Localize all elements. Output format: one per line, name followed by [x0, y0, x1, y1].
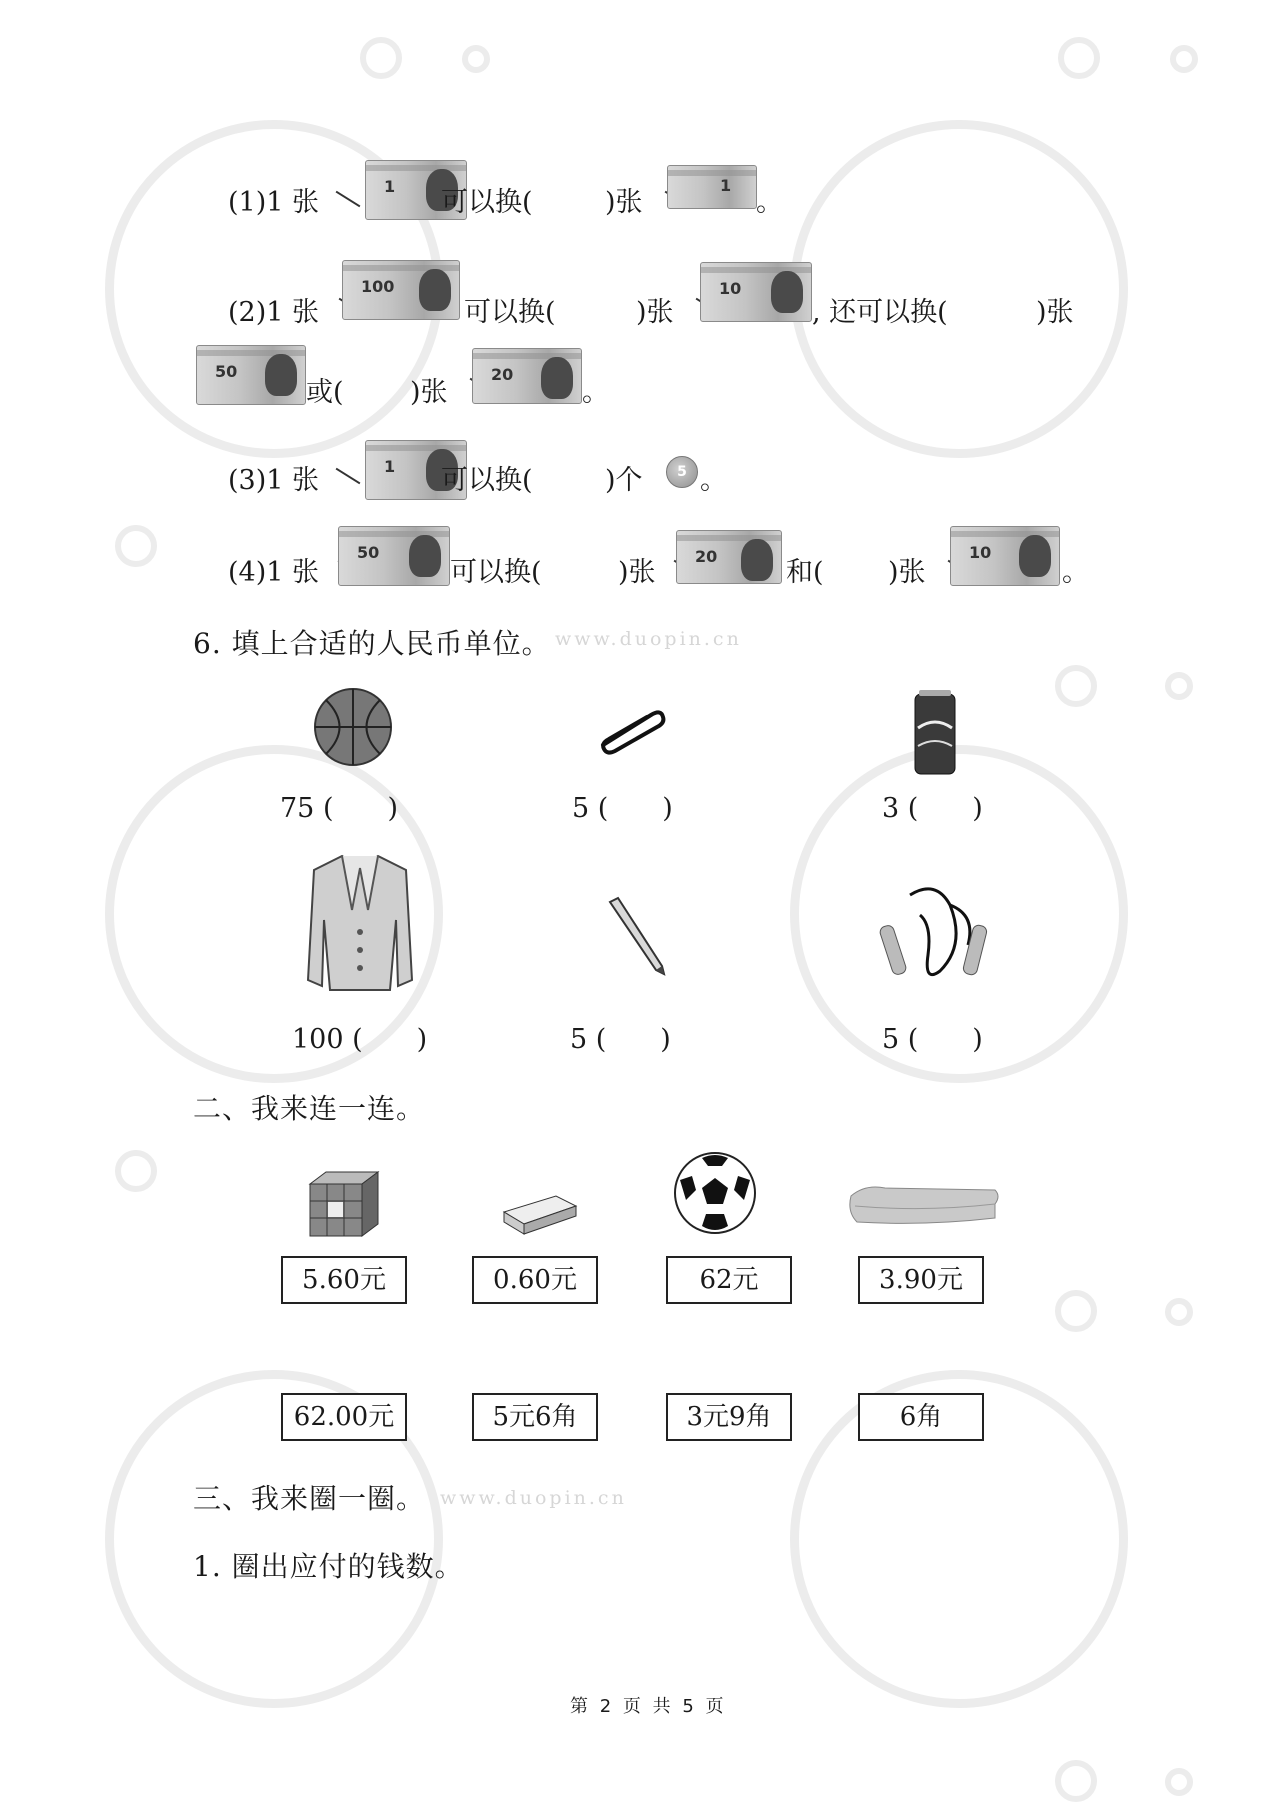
- watermark-dot: [360, 37, 402, 79]
- portrait-icon: [1019, 535, 1051, 577]
- banknote-10-yuan: [700, 262, 812, 322]
- coin-5-jiao-icon: 5: [666, 456, 698, 488]
- q4-after2-text: )张: [888, 557, 926, 588]
- q3-end-text: 。: [700, 465, 727, 496]
- q3-after: [605, 458, 643, 497]
- portrait-icon: [741, 539, 773, 581]
- question-2: [228, 290, 319, 329]
- pencil-icon: [604, 896, 668, 976]
- portrait-icon: [409, 535, 441, 577]
- portrait-icon: [771, 271, 803, 313]
- q1-end-text: 。: [756, 187, 783, 218]
- towel-icon: [845, 1182, 1003, 1228]
- price-box-top[interactable]: 5.60元: [281, 1256, 407, 1304]
- watermark-site: www.duopin.cn: [555, 628, 742, 650]
- price-box-top[interactable]: 62元: [666, 1256, 792, 1304]
- q3-end: [700, 458, 727, 497]
- price-box-bottom[interactable]: 5元6角: [472, 1393, 598, 1441]
- q4-and: [786, 550, 824, 589]
- q2-prefix: (2)1 张: [228, 297, 320, 328]
- q4-after-text: )张: [618, 557, 656, 588]
- banknote-20-yuan: [472, 348, 582, 404]
- slash-mark: [336, 191, 361, 208]
- question-1: [228, 180, 319, 219]
- basketball-icon: [312, 686, 394, 768]
- q2-after-text: )张: [636, 297, 674, 328]
- note-value: 10: [719, 279, 742, 298]
- watermark-dot: [1055, 1760, 1097, 1802]
- q1-after: [605, 180, 643, 219]
- q2-end: [582, 370, 609, 409]
- eraser-icon: [500, 1188, 580, 1238]
- q4-end-text: 。: [1062, 557, 1089, 588]
- note-band: [366, 445, 466, 451]
- q2-line2-or: [306, 370, 344, 409]
- q2-end-text: 。: [582, 377, 609, 408]
- note-value: 10: [969, 543, 992, 562]
- q4-after2: [888, 550, 926, 589]
- watermark-dot: [1170, 45, 1198, 73]
- page-number: 第 2 页 共 5 页: [570, 1696, 727, 1717]
- q4-prefix: (4)1 张: [228, 557, 320, 588]
- item-basketball-label: 75 ( ): [280, 793, 399, 824]
- watermark-dot: [1165, 1768, 1193, 1796]
- price-box-top[interactable]: 0.60元: [472, 1256, 598, 1304]
- jump-rope-icon: [880, 885, 992, 985]
- q3-mid: [441, 458, 533, 497]
- note-value: 20: [695, 547, 718, 566]
- banknote-20-yuan: [676, 530, 782, 584]
- price-box-bottom[interactable]: 6角: [858, 1393, 984, 1441]
- q2-after2-text: )张: [1036, 297, 1074, 328]
- q1-prefix: (1)1 张: [228, 187, 320, 218]
- q2-mid-text: 可以换(: [464, 297, 556, 328]
- banknote-50-yuan: [338, 526, 450, 586]
- rubiks-cube-icon: [306, 1170, 382, 1240]
- banknote-10-yuan: [950, 526, 1060, 586]
- banknote-100-yuan: [342, 260, 460, 320]
- watermark-dot: [1055, 1290, 1097, 1332]
- item-jump-rope-label: 5 ( ): [882, 1024, 983, 1055]
- note-band: [677, 535, 781, 541]
- note-band: [668, 170, 756, 176]
- paperclip-icon: [595, 705, 667, 753]
- portrait-icon: [419, 269, 451, 311]
- q2-mid2: [812, 290, 948, 329]
- banknote-1-yuan-old: [667, 165, 757, 209]
- cola-can-icon: [912, 688, 958, 778]
- part-2-title: 二、我来连一连。: [193, 1092, 426, 1125]
- q3-mid-text: 可以换(: [441, 465, 533, 496]
- watermark-dot: [1055, 665, 1097, 707]
- note-value: 50: [215, 362, 238, 381]
- note-value: 1: [384, 177, 396, 196]
- section-6-title: 6. 填上合适的人民币单位。: [193, 627, 551, 660]
- q1-end: [756, 180, 783, 219]
- q1-mid: [441, 180, 533, 219]
- note-value: 1: [384, 457, 396, 476]
- q1-mid-text: 可以换(: [441, 187, 533, 218]
- q4-and-text: 和(: [786, 557, 824, 588]
- q2-mid2-text: , 还可以换(: [812, 297, 948, 328]
- q2-line2-after-text: )张: [410, 377, 448, 408]
- note-band: [366, 165, 466, 171]
- watermark-dot: [1058, 37, 1100, 79]
- portrait-icon: [265, 354, 297, 396]
- q1-after-text: )张: [605, 187, 643, 218]
- part-3-question-1: 1. 圈出应付的钱数。: [193, 1550, 464, 1583]
- watermark-site: www.duopin.cn: [440, 1487, 627, 1509]
- note-value: 100: [361, 277, 395, 296]
- jacket-icon: [306, 850, 414, 992]
- watermark-dot: [1165, 1298, 1193, 1326]
- q4-after: [618, 550, 656, 589]
- portrait-icon: [541, 357, 573, 399]
- watermark-dot: [115, 1150, 157, 1192]
- soccer-ball-icon: [672, 1150, 758, 1236]
- q3-prefix: (3)1 张: [228, 465, 320, 496]
- price-box-bottom[interactable]: 62.00元: [281, 1393, 407, 1441]
- q2-line2-after: [410, 370, 448, 409]
- note-value: 1: [720, 176, 732, 195]
- watermark-dot: [1165, 672, 1193, 700]
- banknote-50-yuan: [196, 345, 306, 405]
- question-3: [228, 458, 319, 497]
- part-3-title: 三、我来圈一圈。: [193, 1482, 426, 1515]
- note-value: 50: [357, 543, 380, 562]
- note-value: 20: [491, 365, 514, 384]
- q2-or-text: 或(: [306, 377, 344, 408]
- q2-after2: [1036, 290, 1074, 329]
- watermark-dot: [462, 45, 490, 73]
- item-cola-label: 3 ( ): [882, 793, 983, 824]
- q2-after: [636, 290, 674, 329]
- question-4: [228, 550, 319, 589]
- q4-end: [1062, 550, 1089, 589]
- watermark-seal: [790, 120, 1128, 458]
- item-jacket-label: 100 ( ): [292, 1024, 428, 1055]
- q4-mid-text: 可以换(: [450, 557, 542, 588]
- q4-mid: [450, 550, 542, 589]
- watermark-dot: [115, 525, 157, 567]
- item-paperclip-label: 5 ( ): [572, 793, 673, 824]
- slash-mark: [336, 468, 361, 485]
- q3-after-text: )个: [605, 465, 643, 496]
- price-box-bottom[interactable]: 3元9角: [666, 1393, 792, 1441]
- price-box-top[interactable]: 3.90元: [858, 1256, 984, 1304]
- q2-mid: [464, 290, 556, 329]
- item-pencil-label: 5 ( ): [570, 1024, 671, 1055]
